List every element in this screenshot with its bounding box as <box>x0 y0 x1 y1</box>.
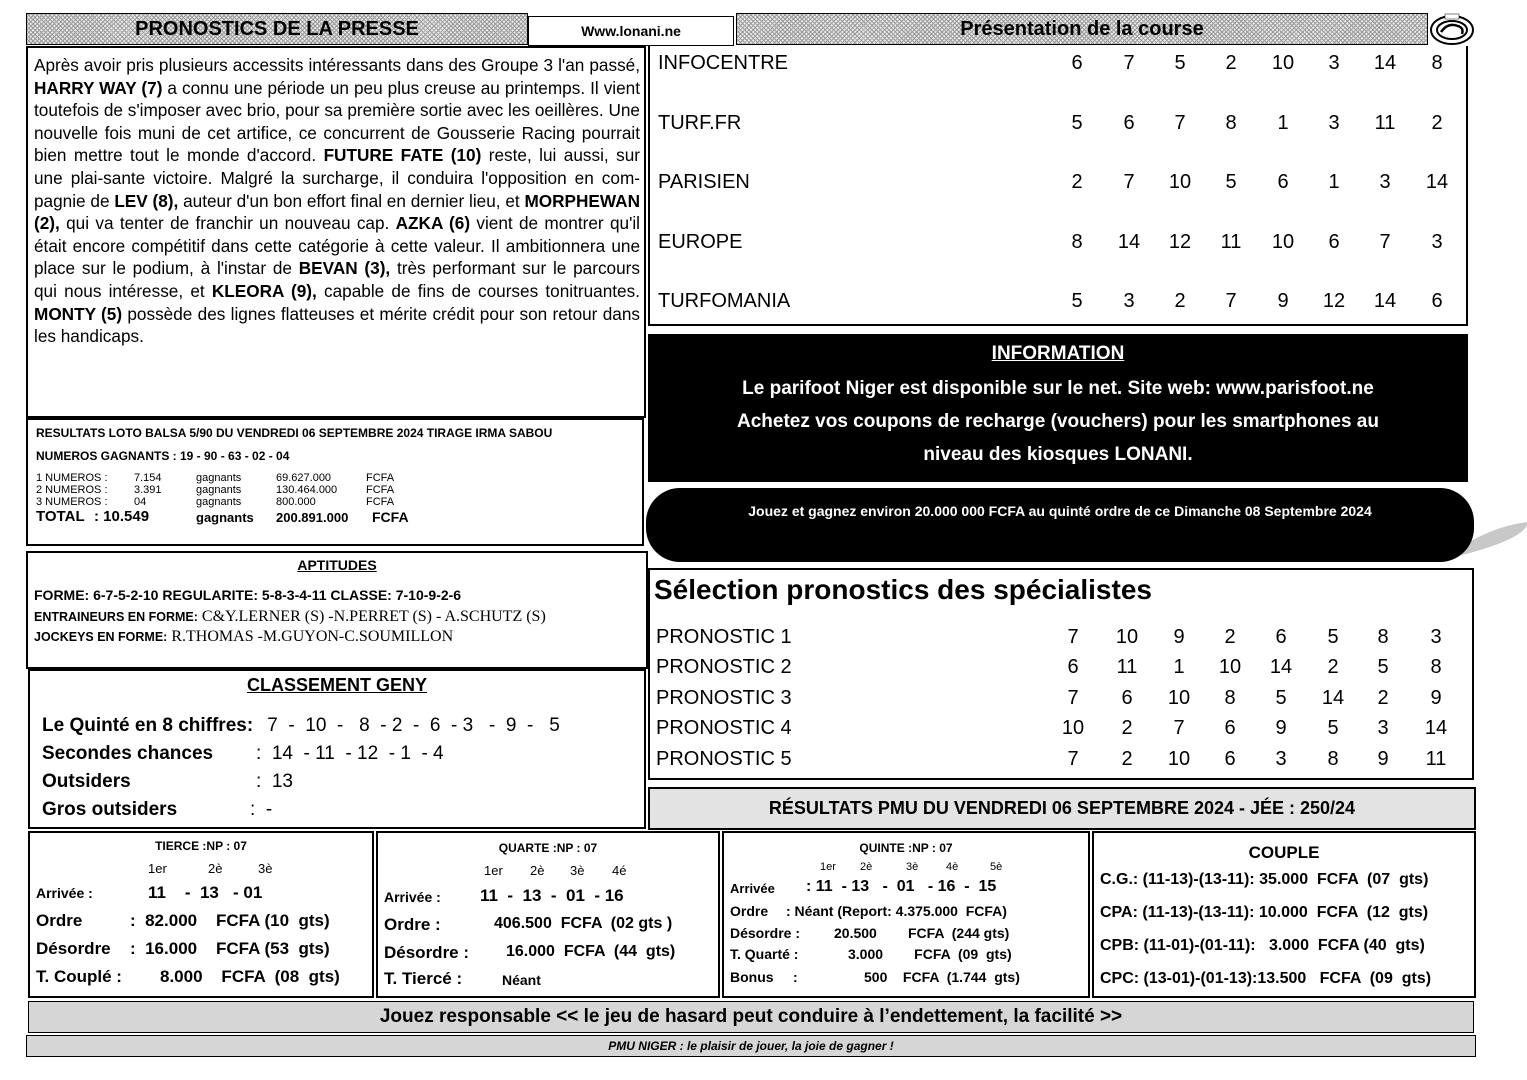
entraineurs-value: C&Y.LERNER (S) -N.PERRET (S) - A.SCHUTZ (S) <box>197 608 546 625</box>
quarte-arrivee: 11 - 13 - 01 - 16 <box>480 886 624 905</box>
pronostic-number: 3 <box>1275 748 1287 770</box>
press-header <box>26 13 528 45</box>
presentation-number: 6 <box>1328 231 1340 253</box>
jackpot-banner <box>646 488 1474 562</box>
loto-total-amount: 200.891.000 <box>276 510 349 525</box>
loto-cell: 2 NUMEROS : <box>36 484 108 496</box>
presentation-number: 7 <box>1379 231 1391 253</box>
jackpot-text: Jouez et gagnez environ 20.000 000 FCFA au quinté ordre de ce Dimanche 08 Septembre 2024 <box>748 503 1372 519</box>
presentation-header <box>736 13 1428 45</box>
quarte-title: QUARTE :NP : 07 <box>498 841 598 855</box>
geny-box <box>28 669 646 829</box>
aptitudes-title: APTITUDES <box>297 557 377 573</box>
loto-results-box <box>26 418 644 546</box>
quinte-arrivee-label: Arrivée <box>730 881 775 896</box>
quinte-bonus-label: Bonus : <box>730 969 798 985</box>
pronostic-row <box>656 626 1472 650</box>
pronostic-number: 7 <box>1067 687 1079 709</box>
loto-cell: gagnants <box>196 496 242 508</box>
presentation-number: 7 <box>1174 112 1186 134</box>
press-text-run: reste, lui aussi, sur une plai-sante victoire. Malgré la surcharge, il conduira l'opposition en com-pagnie de <box>34 145 640 211</box>
presentation-number: 7 <box>1123 171 1135 193</box>
quinte-arrivee: : 11 - 13 - 01 - 16 - 15 <box>806 878 997 895</box>
pronostic-number: 10 <box>1218 656 1242 678</box>
presentation-number: 2 <box>1071 171 1083 193</box>
jockeys-value: R.THOMAS -M.GUYON-C.SOUMILLON <box>167 628 454 645</box>
pronostic-number: 6 <box>1224 717 1236 739</box>
tierce-title: TIERCE :NP : 07 <box>155 839 247 853</box>
presentation-number: 14 <box>1117 231 1141 253</box>
press-text-run: auteur d'un bon effort final en dernier lieu, et <box>178 190 525 211</box>
tierce-couple-value: 8.000 FCFA (08 gts) <box>160 967 340 986</box>
pronostic-number: 10 <box>1115 626 1139 648</box>
press-text-run: a connu une période un peu plus creuse au printemps. Il vient toutefois de s'imposer avec brio, pour sa première sortie avec les oeillères. Une nouvelle fois muni de cet artifice, ce concurrent de Gousserie Racing pourrait bien mettre tout le monde d'accord. <box>34 77 641 166</box>
geny-value: : 13 <box>256 771 293 792</box>
pronostic-number: 9 <box>1430 687 1442 709</box>
loto-cell: gagnants <box>196 472 242 484</box>
pronostic-name: PRONOSTIC 5 <box>656 748 792 770</box>
pronostic-number: 6 <box>1121 687 1133 709</box>
jockeys-label: JOCKEYS EN FORME: <box>34 630 168 644</box>
loto-cell: 3.391 <box>134 484 162 496</box>
pronostic-number: 2 <box>1377 687 1389 709</box>
loto-cell: 7.154 <box>134 472 162 484</box>
presentation-source-name: TURFOMANIA <box>658 290 791 312</box>
site-link[interactable]: Www.lonani.ne <box>528 16 734 46</box>
press-horse-name: AZKA (6) <box>395 213 471 234</box>
presentation-number: 9 <box>1277 290 1289 312</box>
pronostic-row <box>656 748 1472 772</box>
presentation-title: Présentation de la course <box>960 18 1204 40</box>
presentation-number: 14 <box>1373 52 1397 74</box>
couple-cg: C.G.: (11-13)-(13-11): 35.000 FCFA (07 gts) <box>1100 871 1429 888</box>
pronostic-number: 14 <box>1321 687 1345 709</box>
presentation-row <box>658 52 1466 76</box>
aptitudes-forme: FORME: 6-7-5-2-10 REGULARITE: 5-8-3-4-11 CLASSE: 7-10-9-2-6 <box>34 587 462 603</box>
presentation-number: 5 <box>1225 171 1237 193</box>
press-text-run: capable de fins de courses tonitruantes. <box>316 280 640 301</box>
presentation-number: 8 <box>1225 112 1237 134</box>
entraineurs-label: ENTRAINEURS EN FORME: <box>34 610 198 624</box>
pronostic-number: 8 <box>1224 687 1236 709</box>
loto-cell: 04 <box>134 496 147 508</box>
presentation-number: 2 <box>1431 112 1443 134</box>
pronostic-number: 8 <box>1377 626 1389 648</box>
pronostic-number: 9 <box>1275 717 1287 739</box>
loto-row <box>36 484 634 496</box>
pronostic-number: 14 <box>1269 656 1293 678</box>
presentation-number: 8 <box>1071 231 1083 253</box>
tierce-ordre-value: : 82.000 FCFA (10 gts) <box>130 911 330 930</box>
quarte-ordre-label: Ordre : <box>384 915 441 934</box>
information-line-2: Achetez vos coupons de recharge (vouchers) pour les smartphones au <box>737 411 1379 432</box>
quinte-desordre-label: Désordre : <box>730 925 801 941</box>
pronostic-number: 7 <box>1067 748 1079 770</box>
geny-value: : - <box>250 799 273 820</box>
presentation-number: 8 <box>1431 52 1443 74</box>
presentation-number: 12 <box>1322 290 1346 312</box>
presentation-number: 3 <box>1431 231 1443 253</box>
presentation-number: 7 <box>1225 290 1237 312</box>
pronostic-number: 5 <box>1327 717 1339 739</box>
geny-value: 7 - 10 - 8 - 2 - 6 - 3 - 9 - 5 <box>262 715 560 736</box>
presentation-number: 6 <box>1071 52 1083 74</box>
loto-cell: gagnants <box>196 484 242 496</box>
loto-row <box>36 496 634 508</box>
presentation-source-name: INFOCENTRE <box>658 52 788 74</box>
geny-title: CLASSEMENT GENY <box>246 675 428 695</box>
press-text-run: Après avoir pris plusieurs accessits intéressants dans des Groupe 3 l'an passé, <box>34 55 640 75</box>
presentation-number: 7 <box>1123 52 1135 74</box>
press-text-box <box>26 46 646 418</box>
press-horse-name: BEVAN (3), <box>298 258 391 279</box>
geny-label: Le Quinté en 8 chiffres: <box>42 715 254 736</box>
tierce-ordre-label: Ordre <box>36 911 83 930</box>
press-horse-name: FUTURE FATE (10) <box>323 145 482 166</box>
quarte-place-4: 4é <box>612 863 627 878</box>
presentation-number: 2 <box>1225 52 1237 74</box>
geny-value: : 14 - 11 - 12 - 1 - 4 <box>256 743 444 764</box>
loto-cell: 1 NUMEROS : <box>36 472 108 484</box>
pronostic-number: 9 <box>1377 748 1389 770</box>
presentation-row <box>658 112 1466 136</box>
pronostic-number: 14 <box>1424 717 1448 739</box>
tierce-desordre-value: : 16.000 FCFA (53 gts) <box>130 939 330 958</box>
loto-cell: 3 NUMEROS : <box>36 496 108 508</box>
tierce-place-2: 2è <box>208 861 223 876</box>
geny-label: Gros outsiders <box>42 799 178 820</box>
presentation-number: 6 <box>1123 112 1135 134</box>
quinte-bonus-value: 500 FCFA (1.744 gts) <box>864 969 1020 985</box>
pronostic-number: 10 <box>1061 717 1085 739</box>
presentation-number: 14 <box>1425 171 1449 193</box>
presentation-source-name: TURF.FR <box>658 112 742 134</box>
presentation-number: 5 <box>1174 52 1186 74</box>
presentation-number: 3 <box>1123 290 1135 312</box>
presentation-number: 1 <box>1328 171 1340 193</box>
responsable-text: Jouez responsable << le jeu de hasard peut conduire à l’endettement, la facilité >> <box>379 1006 1123 1027</box>
quinte-place-2: 2è <box>860 861 873 873</box>
press-horse-name: LEV (8), <box>114 190 179 211</box>
tierce-place-1: 1er <box>148 861 167 876</box>
pronostic-number: 6 <box>1275 626 1287 648</box>
presentation-number: 11 <box>1220 231 1242 253</box>
presentation-number: 5 <box>1071 290 1083 312</box>
loto-cell: FCFA <box>366 496 395 508</box>
tierce-arrivee: 11 - 13 - 01 <box>148 883 263 902</box>
loto-cell: 130.464.000 <box>276 484 338 496</box>
presentation-table <box>648 46 1468 326</box>
press-horse-name: MORPHEWAN (2), <box>34 190 640 234</box>
slogan-text: PMU NIGER : le plaisir de jouer, la joie de gagner ! <box>608 1039 894 1053</box>
pmu-results-title: RÉSULTATS PMU DU VENDREDI 06 SEPTEMBRE 2024 - JÉE : 250/24 <box>768 798 1356 818</box>
pronostic-number: 2 <box>1224 626 1236 648</box>
presentation-number: 6 <box>1277 171 1289 193</box>
pronostic-row <box>656 687 1472 711</box>
press-paragraph <box>34 54 640 348</box>
information-line-1: Le parifoot Niger est disponible sur le net. Site web: www.parisfoot.ne <box>742 378 1374 399</box>
loto-total-label: TOTAL <box>36 508 85 525</box>
quarte-place-1: 1er <box>484 863 503 878</box>
slogan-banner <box>26 1035 1476 1057</box>
quarte-tierce-value: Néant <box>502 972 541 988</box>
tierce-couple-label: T. Couplé : <box>36 967 122 986</box>
pronostic-row <box>656 717 1472 741</box>
quarte-box <box>376 831 720 998</box>
loto-cell: FCFA <box>366 472 395 484</box>
loto-cell: 800.000 <box>276 496 316 508</box>
loto-total-cur: FCFA <box>372 509 409 525</box>
pronostic-number: 10 <box>1167 687 1191 709</box>
tierce-box <box>28 831 374 998</box>
selection-box <box>648 568 1474 780</box>
pronostic-number: 11 <box>1116 656 1138 678</box>
presentation-source-name: PARISIEN <box>658 171 750 193</box>
presentation-number: 3 <box>1328 112 1340 134</box>
quarte-desordre-value: 16.000 FCFA (44 gts) <box>506 943 676 960</box>
couple-box <box>1092 831 1476 998</box>
quarte-place-3: 3è <box>570 863 585 878</box>
presentation-number: 2 <box>1174 290 1186 312</box>
aptitudes-box <box>26 551 648 669</box>
quinte-ordre-value: : Néant (Report: 4.375.000 FCFA) <box>786 903 1007 919</box>
pronostic-number: 10 <box>1167 748 1191 770</box>
pmu-results-header <box>648 787 1476 830</box>
pronostic-number: 1 <box>1173 656 1185 678</box>
quinte-title: QUINTE :NP : 07 <box>859 841 953 855</box>
pronostic-number: 11 <box>1425 748 1447 770</box>
pronostic-number: 7 <box>1067 626 1079 648</box>
presentation-number: 10 <box>1168 171 1192 193</box>
loto-title: RESULTATS LOTO BALSA 5/90 DU VENDREDI 06 SEPTEMBRE 2024 TIRAGE IRMA SABOU <box>36 426 553 440</box>
responsable-banner <box>28 1001 1474 1033</box>
presentation-source-name: EUROPE <box>658 231 743 253</box>
geny-label: Outsiders <box>42 771 131 792</box>
geny-label: Secondes chances <box>42 743 214 764</box>
quinte-ordre-label: Ordre <box>730 903 769 919</box>
presentation-row <box>658 171 1466 195</box>
presentation-row <box>658 231 1466 255</box>
pronostic-number: 6 <box>1224 748 1236 770</box>
press-text-run: vient de montrer qu'il était encore compétitif dans cette catégorie à cette valeur. Il ambitionnera une place sur le podium, à l'instar de <box>34 213 640 279</box>
tierce-desordre-label: Désordre <box>36 939 111 958</box>
pronostic-number: 8 <box>1327 748 1339 770</box>
quinte-box <box>722 831 1090 998</box>
information-title: INFORMATION <box>991 343 1125 364</box>
press-horse-name: KLEORA (9), <box>211 280 317 301</box>
press-text-run: qui va tenter de franchir un nouveau cap. <box>59 213 396 234</box>
couple-cpa: CPA: (11-13)-(13-11): 10.000 FCFA (12 gts) <box>1100 904 1429 921</box>
press-text-run: très performant sur le parcours qui nous intéresse, et <box>34 258 640 301</box>
selection-title: Sélection pronostics des spécialistes <box>654 574 1152 605</box>
quarte-place-2: 2è <box>530 863 545 878</box>
quinte-place-5: 5è <box>990 861 1003 873</box>
tierce-arrivee-label: Arrivée : <box>36 885 93 901</box>
press-text-run: possède des lignes flatteuses et mérite crédit pour son retour dans les handicaps. <box>34 303 640 347</box>
presentation-number: 1 <box>1277 112 1289 134</box>
loto-total-count: : 10.549 <box>94 508 150 525</box>
presentation-number: 11 <box>1374 112 1396 134</box>
quarte-arrivee-label: Arrivée : <box>384 889 441 905</box>
pronostic-number: 9 <box>1173 626 1185 648</box>
presentation-number: 3 <box>1328 52 1340 74</box>
presentation-row <box>658 290 1466 314</box>
pronostic-row <box>656 656 1472 680</box>
press-title: PRONOSTICS DE LA PRESSE <box>135 18 419 40</box>
quinte-desordre-value: 20.500 FCFA (244 gts) <box>834 925 1010 941</box>
pronostic-number: 8 <box>1430 656 1442 678</box>
couple-cpb: CPB: (11-01)-(01-11): 3.000 FCFA (40 gts) <box>1100 937 1425 954</box>
information-box <box>648 334 1468 482</box>
loto-numbers: NUMEROS GAGNANTS : 19 - 90 - 63 - 02 - 04 <box>36 449 290 463</box>
presentation-number: 6 <box>1431 290 1443 312</box>
pronostic-name: PRONOSTIC 1 <box>656 626 792 648</box>
loto-row <box>36 472 634 484</box>
pronostic-number: 3 <box>1430 626 1442 648</box>
quarte-desordre-label: Désordre : <box>384 943 470 962</box>
pronostic-number: 7 <box>1173 717 1185 739</box>
presentation-number: 14 <box>1373 290 1397 312</box>
pronostic-name: PRONOSTIC 2 <box>656 656 792 678</box>
presentation-number: 5 <box>1071 112 1083 134</box>
loto-cell: FCFA <box>366 484 395 496</box>
tierce-place-3: 3è <box>258 861 273 876</box>
loto-cell: 69.627.000 <box>276 472 332 484</box>
couple-title: COUPLE <box>1248 843 1320 862</box>
presentation-number: 3 <box>1379 171 1391 193</box>
quarte-tierce-label: T. Tiercé : <box>384 969 463 988</box>
couple-cpc: CPC: (13-01)-(01-13):13.500 FCFA (09 gts) <box>1100 970 1432 987</box>
loto-total-g: gagnants <box>196 510 254 525</box>
quinte-quarte-label: T. Quarté : <box>730 946 799 962</box>
quinte-place-3: 3è <box>906 861 919 873</box>
pronostic-number: 2 <box>1121 717 1133 739</box>
pronostic-number: 2 <box>1327 656 1339 678</box>
pronostic-number: 3 <box>1377 717 1389 739</box>
press-horse-name: HARRY WAY (7) <box>34 77 163 98</box>
pronostic-number: 5 <box>1377 656 1389 678</box>
quinte-place-1: 1er <box>820 861 836 873</box>
press-horse-name: MONTY (5) <box>34 303 123 324</box>
pronostic-number: 5 <box>1275 687 1287 709</box>
pronostic-number: 2 <box>1121 748 1133 770</box>
quarte-ordre-value: 406.500 FCFA (02 gts ) <box>494 915 673 932</box>
presentation-number: 10 <box>1271 52 1295 74</box>
presentation-number: 10 <box>1271 231 1295 253</box>
pronostic-number: 5 <box>1327 626 1339 648</box>
quinte-quarte-value: 3.000 FCFA (09 gts) <box>848 946 1012 962</box>
pronostic-name: PRONOSTIC 3 <box>656 687 792 709</box>
information-line-3: niveau des kiosques LONANI. <box>923 444 1193 465</box>
pronostic-number: 6 <box>1067 656 1079 678</box>
pronostic-name: PRONOSTIC 4 <box>656 717 792 739</box>
quinte-place-4: 4è <box>946 861 959 873</box>
presentation-number: 12 <box>1168 231 1192 253</box>
lonani-logo <box>1428 12 1476 46</box>
